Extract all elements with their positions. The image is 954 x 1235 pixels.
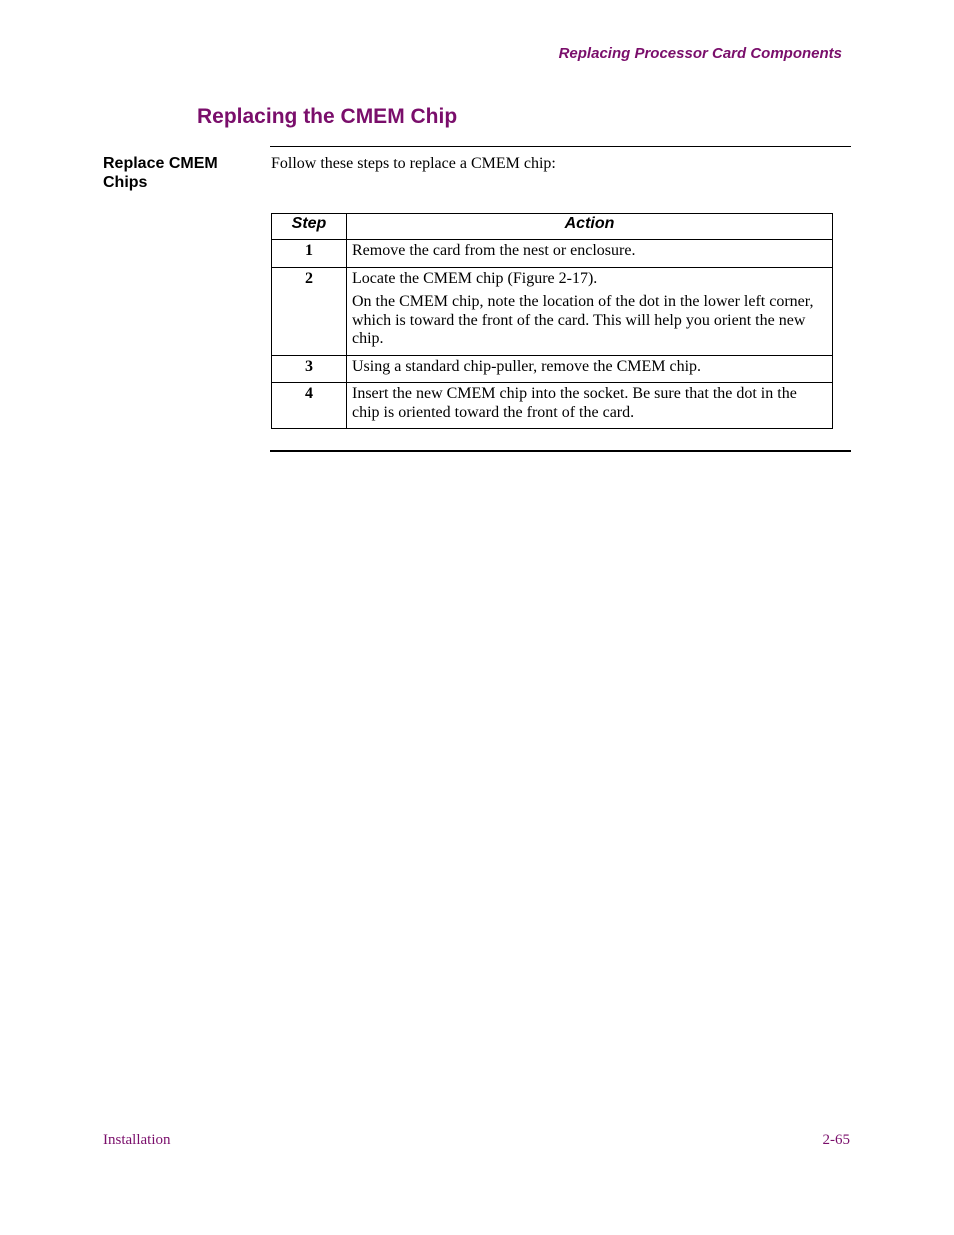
top-rule (270, 146, 851, 147)
step-action (347, 355, 833, 383)
table-header-row (272, 214, 833, 240)
bottom-rule (270, 450, 851, 452)
section-title: Replacing the CMEM Chip (197, 105, 458, 128)
running-header: Replacing Processor Card Components (558, 45, 842, 62)
action-text: Insert the new CMEM chip into the socket. Be sure that the dot in the chip is oriented toward the front of the card. (352, 385, 797, 421)
table-row (272, 355, 833, 383)
step-number: 1 (272, 240, 347, 268)
step-action (347, 383, 833, 429)
steps-table (271, 213, 833, 429)
step-number: 2 (272, 267, 347, 355)
action-text: Locate the CMEM chip (Figure 2-17). (352, 269, 598, 287)
table-row (272, 383, 833, 429)
step-number: 4 (272, 383, 347, 429)
table-row (272, 267, 833, 355)
table-row (272, 240, 833, 268)
column-header-step: Step (272, 214, 347, 240)
action-text: Using a standard chip-puller, remove the CMEM chip. (352, 357, 702, 375)
column-header-action: Action (347, 214, 833, 240)
action-text: Remove the card from the nest or enclosure. (352, 242, 636, 259)
page-number: 2-65 (822, 1132, 850, 1148)
step-action (347, 267, 833, 355)
intro-text: Follow these steps to replace a CMEM chip: (271, 155, 556, 172)
step-number: 3 (272, 355, 347, 383)
step-action (347, 240, 833, 268)
footer-chapter: Installation (103, 1132, 171, 1148)
side-heading: Replace CMEM Chips (103, 155, 218, 191)
action-text: On the CMEM chip, note the location of the dot in the lower left corner, which is toward the front of the card. This will help you orient the new chip. (352, 293, 814, 347)
